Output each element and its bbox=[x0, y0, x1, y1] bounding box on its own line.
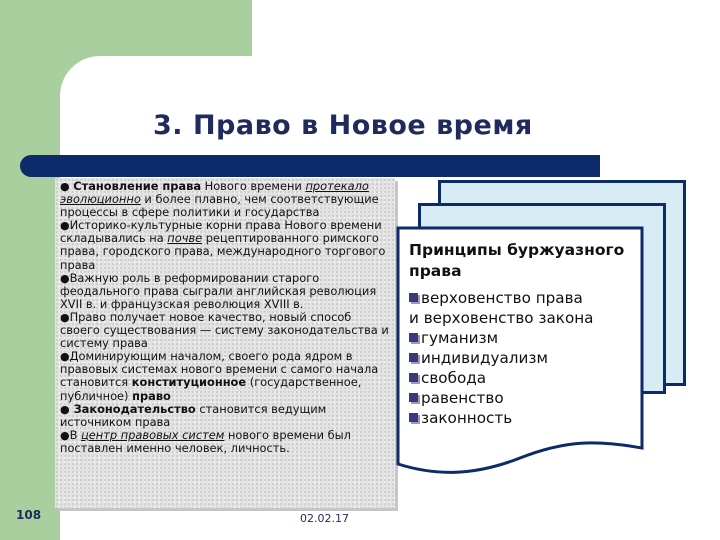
principle-item: верховенство права bbox=[409, 288, 639, 308]
slide-date: 02.02.17 bbox=[300, 512, 349, 525]
bullet-icon: ● bbox=[60, 350, 70, 364]
title-underline-bar bbox=[20, 155, 600, 177]
paragraph-1: ● Становление права Нового времени протекало эволюционно и более плавно, чем соответствующие процессы в сфере политики и государства bbox=[60, 179, 379, 220]
paragraph-5: ●Доминирующим началом, своего рода ядром в правовых системах нового времени с самого начала становится конституционное (государственное, публичное) право bbox=[60, 349, 379, 403]
bullet-icon: ● bbox=[60, 310, 70, 324]
green-frame-left bbox=[0, 0, 60, 540]
square-bullet-icon bbox=[409, 413, 418, 422]
principles-heading: Принципы буржуазного права bbox=[409, 241, 625, 280]
bullet-icon: ● bbox=[60, 271, 70, 285]
principle-item: индивидуализм bbox=[409, 348, 639, 368]
square-bullet-icon bbox=[409, 373, 418, 382]
bullet-icon: ● bbox=[60, 402, 70, 416]
slide-number: 108 bbox=[16, 508, 42, 522]
bullet-icon: ● bbox=[60, 219, 70, 233]
text-panel bbox=[60, 180, 392, 455]
bullet-icon: ● bbox=[60, 180, 70, 193]
square-bullet-icon bbox=[409, 353, 418, 362]
paragraph-2: ●Историко-культурные корни права Нового времени складывались на почве рецептированного римского права, городского права, международного торгового права bbox=[60, 218, 386, 272]
square-bullet-icon bbox=[409, 293, 418, 302]
square-bullet-icon bbox=[409, 393, 418, 402]
principles-block bbox=[409, 240, 639, 428]
principle-item: равенство bbox=[409, 388, 639, 408]
principle-item: гуманизм bbox=[409, 328, 639, 348]
principle-item: свобода bbox=[409, 368, 639, 388]
paragraph-4: ●Право получает новое качество, новый способ своего существования — систему законодательства и систему права bbox=[60, 309, 389, 351]
bullet-icon: ● bbox=[60, 428, 70, 442]
paragraph-7: ●В центр правовых систем нового времени был поставлен именно человек, личность. bbox=[60, 427, 351, 455]
paragraph-6: ● Законодательство становится ведущим источником права bbox=[60, 401, 327, 429]
square-bullet-icon bbox=[409, 333, 418, 342]
slide-title: 3. Право в Новое время bbox=[153, 110, 533, 141]
principle-item: законность bbox=[409, 408, 639, 428]
paragraph-3: ●Важную роль в реформировании старого феодального права сыграли английская революция XVII в. и французская революция XVIII в. bbox=[60, 270, 377, 311]
principle-item-continuation: и верховенство закона bbox=[409, 309, 594, 327]
green-frame-top bbox=[60, 0, 252, 56]
